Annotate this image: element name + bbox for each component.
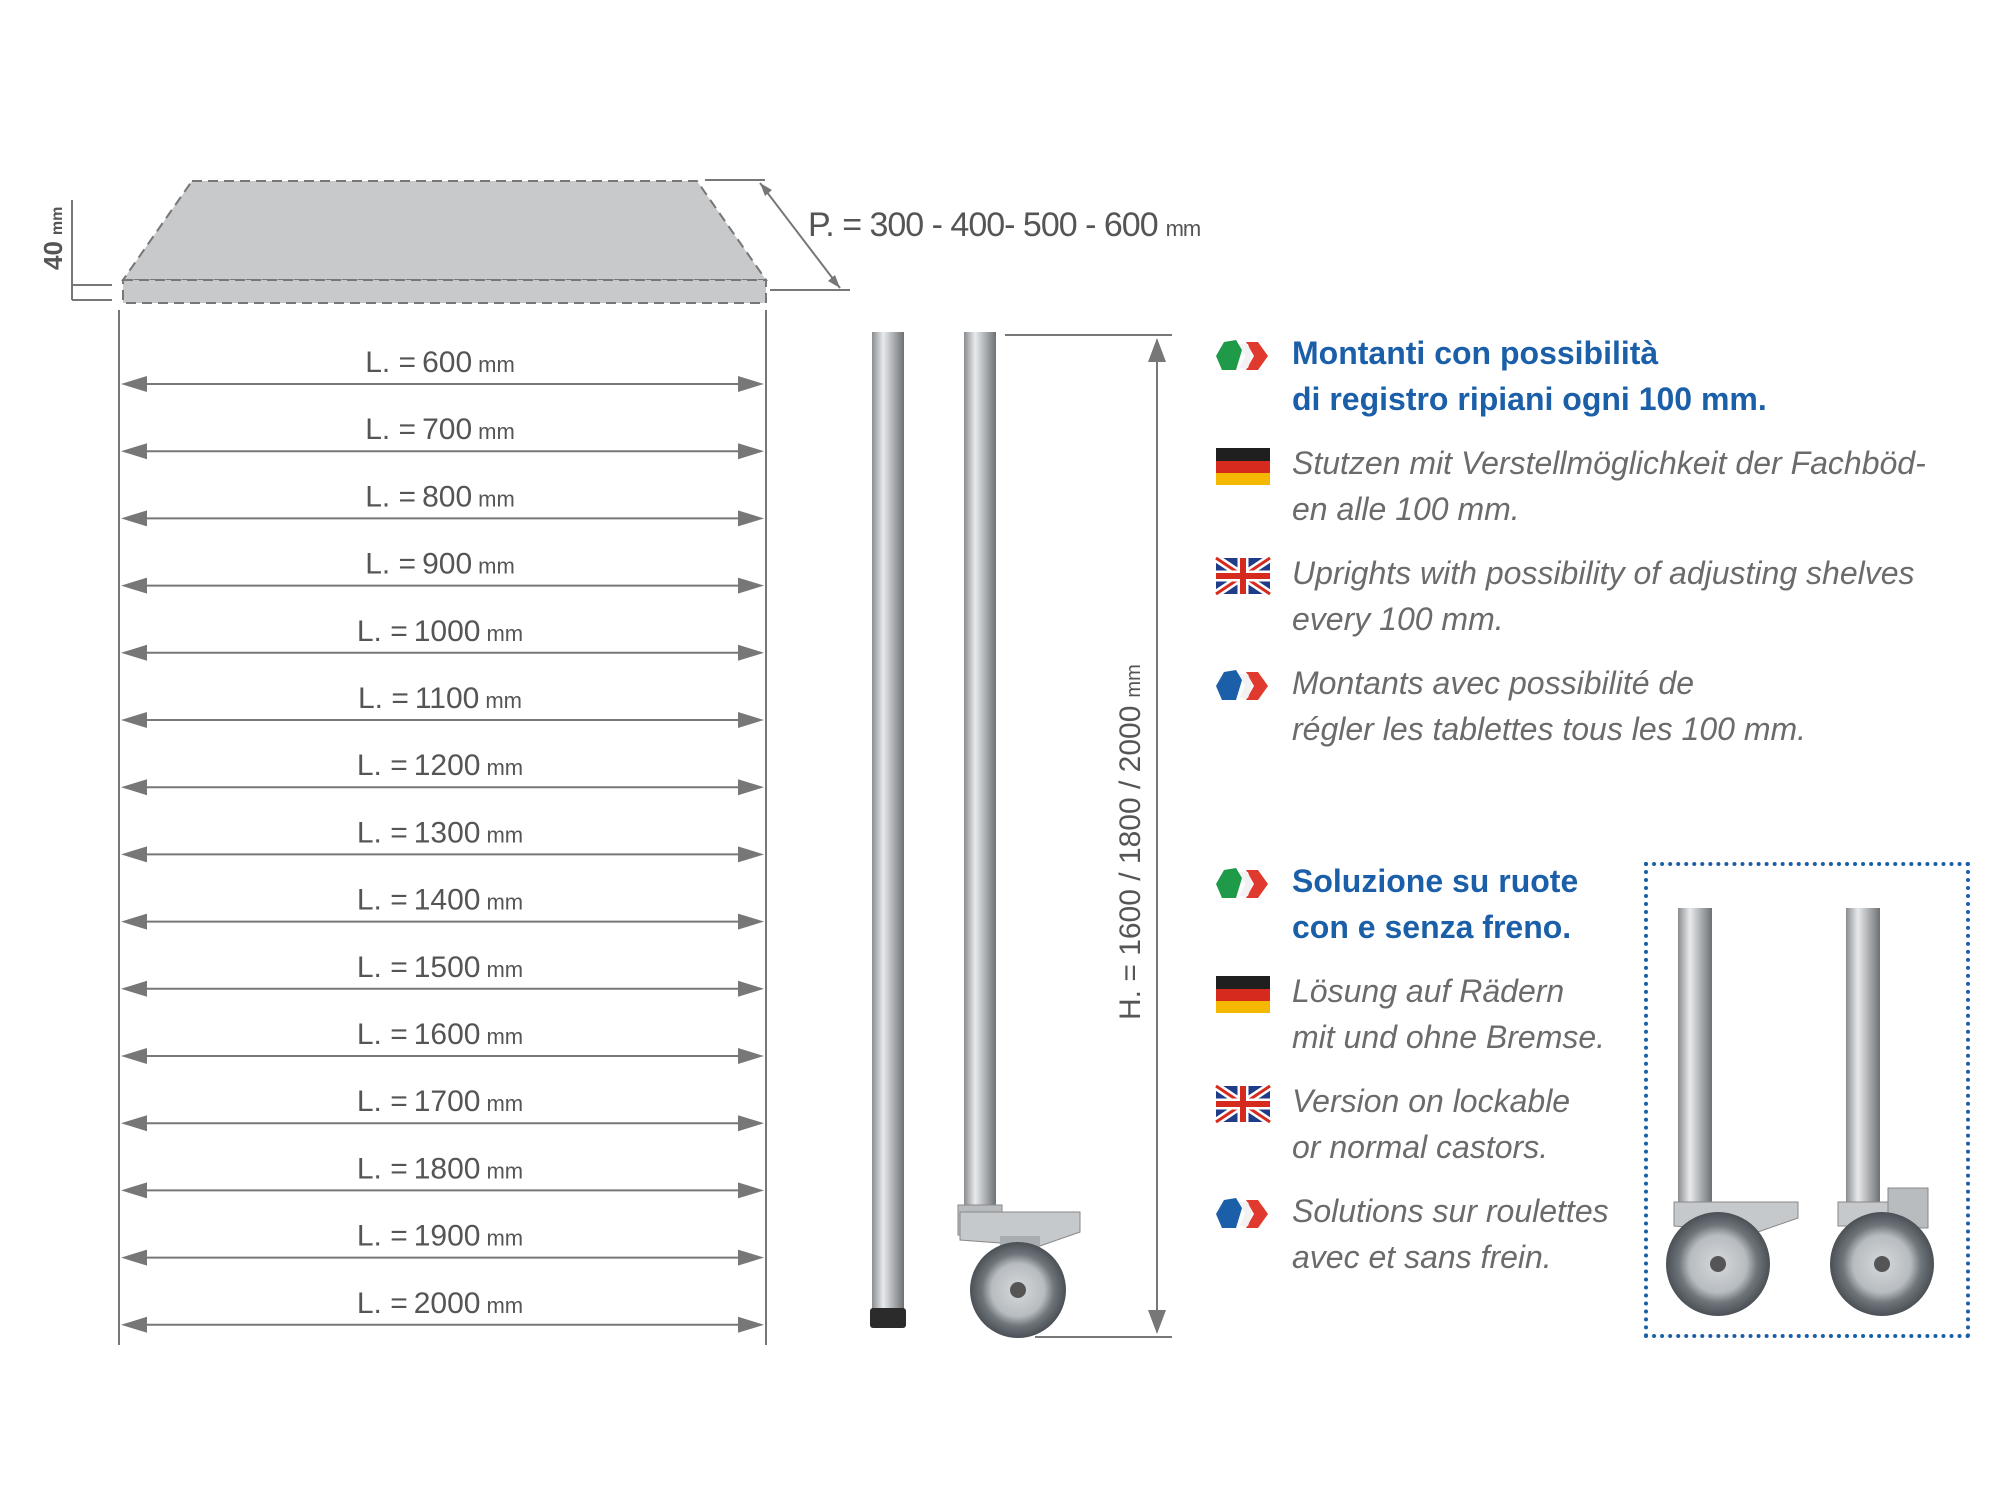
height-dimension bbox=[1005, 335, 1172, 1337]
uk-flag-icon bbox=[1212, 554, 1274, 598]
germany-flag-icon bbox=[1212, 444, 1274, 488]
length-label: L. = 2000 mm bbox=[356, 1286, 524, 1320]
length-row bbox=[121, 682, 764, 728]
length-row bbox=[121, 346, 764, 392]
length-label: L. = 1200 mm bbox=[356, 749, 524, 783]
italy-flag-icon bbox=[1212, 334, 1274, 378]
length-row bbox=[121, 480, 764, 526]
uprights-en: Uprights with possibility of adjusting shelves every 100 mm. bbox=[1212, 550, 1915, 642]
castors-fr: Solutions sur roulettes avec et sans frein. bbox=[1212, 1188, 1609, 1280]
uprights-de: Stutzen mit Verstellmöglichkeit der Fachböd- en alle 100 mm. bbox=[1212, 440, 1926, 532]
france-flag-icon bbox=[1212, 664, 1274, 708]
length-row bbox=[121, 1085, 764, 1131]
castors-en: Version on lockable or normal castors. bbox=[1212, 1078, 1570, 1170]
thickness-label: 40mm bbox=[38, 206, 68, 270]
length-label: L. = 1500 mm bbox=[356, 950, 524, 984]
length-row bbox=[121, 816, 764, 862]
length-row bbox=[121, 884, 764, 930]
length-row bbox=[121, 749, 764, 795]
upright-castor-drawing bbox=[958, 332, 1080, 1338]
castor-detail-drawing bbox=[1648, 866, 1966, 1334]
length-label: L. = 900 mm bbox=[365, 547, 515, 581]
depth-label: P. = 300 - 400- 500 - 600 mm bbox=[808, 206, 1201, 244]
castor-without-brake bbox=[1830, 908, 1934, 1316]
length-label: L. = 700 mm bbox=[365, 413, 515, 447]
length-label: L. = 1600 mm bbox=[356, 1018, 524, 1051]
germany-flag-icon bbox=[1212, 972, 1274, 1016]
length-label: L. = 1700 mm bbox=[356, 1085, 524, 1119]
upright-plain-drawing bbox=[870, 332, 906, 1328]
length-row bbox=[121, 615, 764, 661]
length-label: L. = 1900 mm bbox=[356, 1219, 524, 1253]
france-flag-icon bbox=[1212, 1192, 1274, 1236]
castor-with-brake bbox=[1666, 908, 1798, 1316]
uprights-it: Montanti con possibilità di registro ripiani ogni 100 mm. bbox=[1212, 330, 1767, 422]
length-label: L. = 1300 mm bbox=[356, 816, 524, 850]
length-label: L. = 1400 mm bbox=[356, 883, 524, 917]
depth-dimension bbox=[705, 180, 1200, 290]
length-row bbox=[121, 951, 764, 997]
height-label: H. = 1600 / 1800 / 2000mm bbox=[1114, 664, 1147, 1020]
castors-de: Lösung auf Rädern mit und ohne Bremse. bbox=[1212, 968, 1605, 1060]
italy-flag-icon bbox=[1212, 862, 1274, 906]
length-label: L. = 1800 mm bbox=[356, 1152, 524, 1186]
length-row bbox=[121, 413, 764, 459]
length-row bbox=[121, 1287, 764, 1333]
length-rows bbox=[121, 346, 764, 1333]
uprights-fr: Montants avec possibilité de régler les tablettes tous les 100 mm. bbox=[1212, 660, 1806, 752]
length-label: L. = 600 mm bbox=[365, 346, 515, 379]
length-label: L. = 800 mm bbox=[365, 480, 515, 514]
length-row bbox=[121, 548, 764, 594]
shelf-top bbox=[123, 181, 766, 280]
castors-it: Soluzione su ruote con e senza freno. bbox=[1212, 858, 1578, 950]
length-label: L. = 1100 mm bbox=[357, 682, 523, 715]
shelf-drawing bbox=[123, 181, 766, 303]
shelf-front bbox=[123, 280, 766, 303]
uk-flag-icon bbox=[1212, 1082, 1274, 1126]
length-row bbox=[121, 1220, 764, 1266]
castor-detail-box bbox=[1644, 862, 1970, 1338]
length-label: L. = 1000 mm bbox=[356, 614, 524, 648]
length-row bbox=[121, 1018, 764, 1064]
length-row bbox=[121, 1152, 764, 1198]
thickness-dimension bbox=[38, 200, 112, 300]
